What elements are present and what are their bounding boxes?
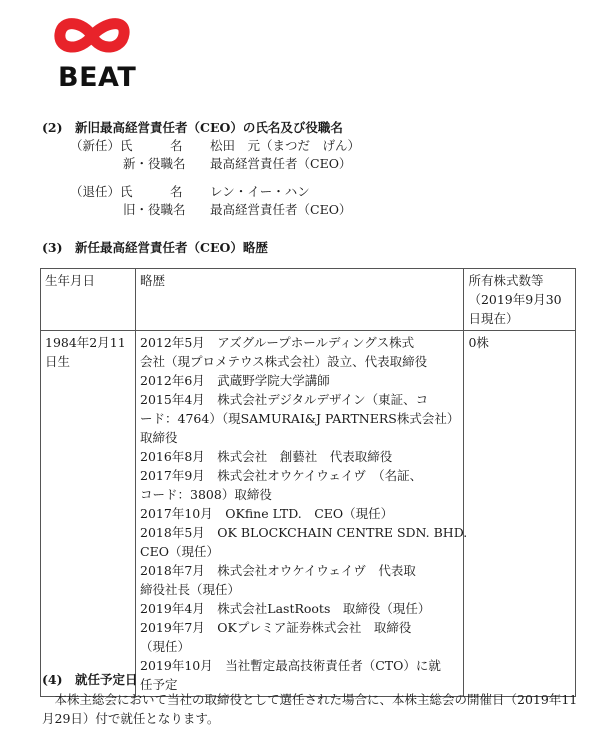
career-line: コード：3808）取締役 (140, 487, 272, 502)
career-line: 2012年5月 アズグループホールディングス株式 (140, 335, 415, 350)
career-line: 2019年7月 OKプレミア証券株式会社 取締役 (140, 620, 412, 635)
old-title: 最高経営責任者（CEO） (210, 202, 352, 217)
career-line: 締役社長（現任） (140, 582, 241, 597)
new-name: 松田 元（まつだ げん） (210, 138, 361, 153)
old-name: レン・イー・ハン (210, 184, 310, 199)
old-name-label: （退任）氏 名 (70, 184, 183, 199)
logo-text: BEAT (58, 62, 137, 93)
career-line: 2019年4月 株式会社LastRoots 取締役（現任） (140, 601, 431, 616)
shares-cell: 0株 (464, 331, 576, 697)
career-line: 2018年5月 OK BLOCKCHAIN CENTRE SDN. BHD. (140, 525, 468, 540)
beat-logo (52, 14, 132, 58)
new-title-label: 新・役職名 (123, 156, 186, 171)
career-line: 任予定 (140, 677, 178, 692)
old-title-label: 旧・役職名 (123, 202, 186, 217)
dob-cell: 1984年2月11日生 (41, 331, 136, 697)
infinity-logo-icon (52, 14, 132, 58)
career-line: （現任） (140, 639, 191, 654)
table-header-row (41, 269, 576, 331)
career-line: 2018年7月 株式会社オウケイウェイヴ 代表取 (140, 563, 416, 578)
career-line: 会社（現プロメテウス株式会社）設立、代表取締役 (140, 354, 428, 369)
section4-title: (4) 就任予定日 (42, 672, 138, 687)
header-shares: 所有株式数等（2019年9月30日現在） (464, 269, 576, 331)
table-row (41, 331, 576, 697)
career-line: 2017年9月 株式会社オウケイウェイヴ （名証、 (140, 468, 423, 483)
career-cell (136, 331, 468, 697)
career-table (40, 268, 576, 697)
new-title: 最高経営責任者（CEO） (210, 156, 352, 171)
career-line: CEO（現任） (140, 544, 219, 559)
header-career: 略歴 (136, 269, 464, 331)
career-line: 2017年10月 OKfine LTD. CEO（現任） (140, 506, 394, 521)
section3-title: (3) 新任最高経営責任者（CEO）略歴 (42, 240, 268, 255)
career-line: 2012年6月 武蔵野学院大学講師 (140, 373, 330, 388)
new-name-label: （新任）氏 名 (70, 138, 183, 153)
career-line: ード：4764）（現SAMURAI&J PARTNERS株式会社） (140, 411, 460, 426)
header-dob: 生年月日 (41, 269, 136, 331)
section4-body: 本株主総会において当社の取締役として選任された場合に、本株主総会の開催日（2019年11月29日）付で就任となります。 (42, 692, 578, 726)
career-line: 2019年10月 当社暫定最高技術責任者（CTO）に就 (140, 658, 441, 673)
career-line: 2016年8月 株式会社 創藝社 代表取締役 (140, 449, 393, 464)
career-line: 取締役 (140, 430, 178, 445)
career-line: 2015年4月 株式会社デジタルデザイン（東証、コ (140, 392, 429, 407)
section2-title: (2) 新旧最高経営責任者（CEO）の氏名及び役職名 (42, 120, 343, 135)
